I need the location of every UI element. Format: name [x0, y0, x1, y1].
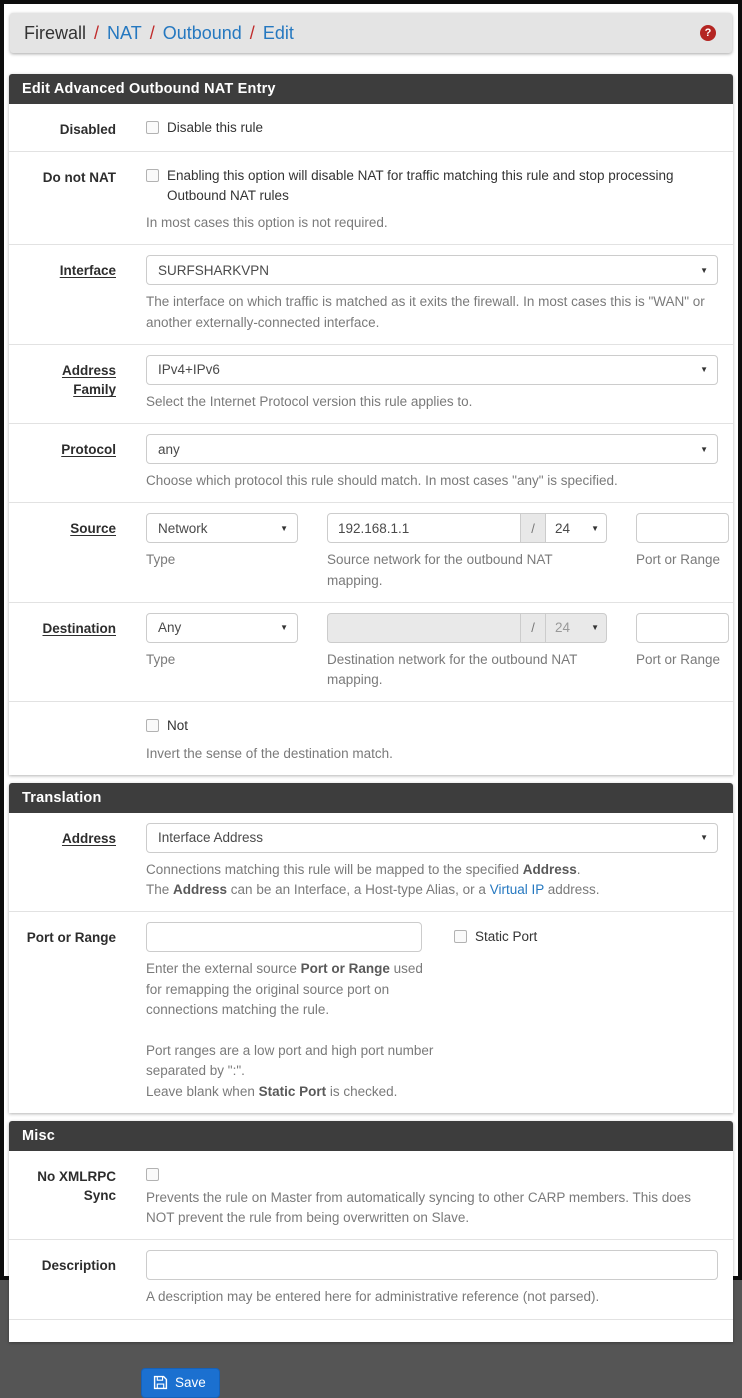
destination-mask-select-value: 24 — [555, 620, 571, 636]
no-xmlrpc-label: No XMLRPC Sync — [37, 1168, 116, 1204]
help-text-bold: Address — [173, 882, 228, 898]
caret-down-icon: ▼ — [700, 444, 708, 454]
caret-down-icon: ▼ — [591, 523, 599, 533]
interface-help: The interface on which traffic is matched as it exits the firewall. In most cases this is "WAN" or another externally-connected interface. — [146, 294, 705, 330]
translation-address-label: Address — [61, 830, 116, 846]
source-type-select-value: Network — [158, 520, 208, 536]
breadcrumb-separator: / — [249, 22, 255, 43]
address-family-help: Select the Internet Protocol version this rule applies to. — [146, 393, 473, 409]
address-family-select-value: IPv4+IPv6 — [158, 362, 220, 378]
destination-mask-separator: / — [521, 613, 545, 643]
protocol-help: Choose which protocol this rule should match. In most cases "any" is specified. — [146, 473, 618, 489]
translation-address-select-value: Interface Address — [158, 830, 264, 846]
checkbox-icon[interactable] — [146, 169, 159, 182]
address-family-select[interactable] — [146, 355, 718, 385]
destination-type-caption: Type — [146, 651, 176, 667]
source-type-select[interactable] — [146, 513, 298, 543]
destination-port-input[interactable] — [636, 613, 729, 643]
destination-network-caption: Destination network for the outbound NAT mapping. — [327, 651, 578, 688]
checkbox-icon[interactable] — [146, 121, 159, 134]
save-icon — [153, 1375, 168, 1390]
translation-address-help — [146, 860, 718, 901]
caret-down-icon: ▼ — [280, 623, 288, 633]
help-text: is checked. — [326, 1083, 398, 1099]
misc-panel-title: Misc — [9, 1121, 733, 1151]
protocol-select[interactable] — [146, 434, 718, 464]
source-row — [9, 502, 733, 602]
breadcrumb-edit-link[interactable]: Edit — [262, 22, 294, 43]
breadcrumb-firewall: Firewall — [24, 22, 87, 43]
virtual-ip-link[interactable]: Virtual IP — [489, 882, 544, 898]
destination-label: Destination — [42, 620, 116, 636]
destination-port-caption: Port or Range — [636, 651, 721, 667]
nat-panel-title: Edit Advanced Outbound NAT Entry — [9, 74, 733, 104]
interface-label: Interface — [59, 263, 116, 279]
breadcrumb — [10, 13, 732, 53]
not-row — [9, 701, 733, 775]
panel-footer — [9, 1319, 733, 1342]
help-text: The — [146, 882, 174, 898]
source-mask-select-value: 24 — [555, 520, 571, 536]
translation-address-select[interactable] — [146, 823, 718, 853]
translation-panel-title: Translation — [9, 783, 733, 813]
do-not-nat-help: In most cases this option is not required. — [146, 215, 388, 231]
no-xmlrpc-row — [9, 1151, 733, 1240]
checkbox-icon[interactable] — [146, 719, 159, 732]
breadcrumb-separator: / — [94, 22, 100, 43]
do-not-nat-checkbox-label: Enabling this option will disable NAT for traffic matching this rule and stop processing Outbound NAT rules — [167, 167, 674, 203]
help-text: used for remapping the original source port on connections matching the rule. — [146, 961, 423, 1017]
do-not-nat-label: Do not NAT — [42, 169, 116, 185]
source-mask-select[interactable] — [545, 513, 607, 543]
misc-panel — [9, 1121, 733, 1342]
help-text-bold: Address — [522, 861, 577, 877]
help-text: can be an Interface, a Host-type Alias, or a — [227, 882, 490, 898]
translation-address-row — [9, 813, 733, 912]
not-label-spacer — [21, 712, 116, 764]
help-text: . — [576, 861, 581, 877]
no-xmlrpc-checkbox[interactable] — [146, 1165, 718, 1181]
help-text: Enter the external source — [146, 961, 301, 977]
disable-rule-checkbox-label: Disable this rule — [167, 120, 264, 135]
static-port-checkbox-label: Static Port — [475, 929, 538, 945]
caret-down-icon: ▼ — [700, 365, 708, 375]
destination-network-input — [327, 613, 521, 643]
description-help: A description may be entered here for administrative reference (not parsed). — [146, 1289, 600, 1305]
address-family-row — [9, 344, 733, 423]
source-mask-separator: / — [521, 513, 545, 543]
save-button[interactable] — [141, 1368, 220, 1398]
not-checkbox-label: Not — [167, 718, 189, 734]
help-text: Port ranges are a low port and high port number separated by ":". — [146, 1043, 434, 1079]
description-input[interactable] — [146, 1250, 718, 1280]
help-paragraph — [146, 1041, 440, 1102]
source-label: Source — [70, 521, 116, 537]
description-label: Description — [41, 1258, 116, 1274]
do-not-nat-row — [9, 151, 733, 245]
address-family-label: Address Family — [61, 362, 116, 398]
no-xmlrpc-help: Prevents the rule on Master from automatically syncing to other CARP members. This does NOT prevent the rule from being overwritten on Slave. — [146, 1189, 691, 1226]
not-help: Invert the sense of the destination match. — [146, 745, 393, 761]
protocol-row — [9, 423, 733, 502]
disabled-label: Disabled — [59, 122, 116, 137]
breadcrumb-trail — [24, 23, 294, 44]
save-button-label: Save — [175, 1374, 206, 1390]
description-row — [9, 1239, 733, 1318]
breadcrumb-outbound-link[interactable]: Outbound — [162, 22, 242, 43]
destination-row — [9, 602, 733, 702]
translation-port-input[interactable] — [146, 922, 422, 952]
destination-mask-select — [545, 613, 607, 643]
help-icon[interactable]: ? — [700, 25, 716, 41]
source-port-input[interactable] — [636, 513, 729, 543]
caret-down-icon: ▼ — [591, 623, 599, 633]
breadcrumb-separator: / — [149, 22, 155, 43]
checkbox-icon[interactable] — [454, 930, 467, 943]
destination-type-select[interactable] — [146, 613, 298, 643]
help-text: address. — [544, 882, 600, 898]
help-text: Leave blank when — [146, 1083, 259, 1099]
translation-port-label: Port or Range — [26, 930, 116, 946]
help-paragraph — [146, 959, 440, 1020]
caret-down-icon: ▼ — [700, 265, 708, 275]
not-checkbox[interactable] — [146, 716, 718, 736]
caret-down-icon: ▼ — [700, 833, 708, 843]
source-type-caption: Type — [146, 552, 176, 568]
source-port-caption: Port or Range — [636, 552, 721, 568]
protocol-select-value: any — [158, 441, 180, 457]
breadcrumb-nat-link[interactable]: NAT — [107, 22, 142, 43]
translation-port-help — [146, 959, 440, 1102]
do-not-nat-checkbox[interactable] — [146, 166, 718, 207]
help-text-bold: Static Port — [258, 1083, 327, 1099]
nat-entry-panel — [9, 74, 733, 775]
interface-select[interactable] — [146, 255, 718, 285]
interface-select-value: SURFSHARKVPN — [158, 262, 270, 278]
disable-rule-checkbox[interactable] — [146, 118, 718, 138]
destination-type-select-value: Any — [158, 620, 182, 636]
source-network-input[interactable] — [327, 513, 521, 543]
interface-row — [9, 244, 733, 344]
help-text: Connections matching this rule will be mapped to the specified — [146, 861, 523, 877]
translation-port-row — [9, 911, 733, 1113]
caret-down-icon: ▼ — [280, 523, 288, 533]
protocol-label: Protocol — [61, 442, 116, 458]
disabled-row — [9, 104, 733, 151]
source-network-caption: Source network for the outbound NAT mapping. — [327, 552, 553, 588]
static-port-checkbox[interactable] — [454, 922, 537, 947]
checkbox-icon[interactable] — [146, 1168, 159, 1181]
translation-panel — [9, 783, 733, 1113]
help-text-bold: Port or Range — [300, 961, 390, 977]
